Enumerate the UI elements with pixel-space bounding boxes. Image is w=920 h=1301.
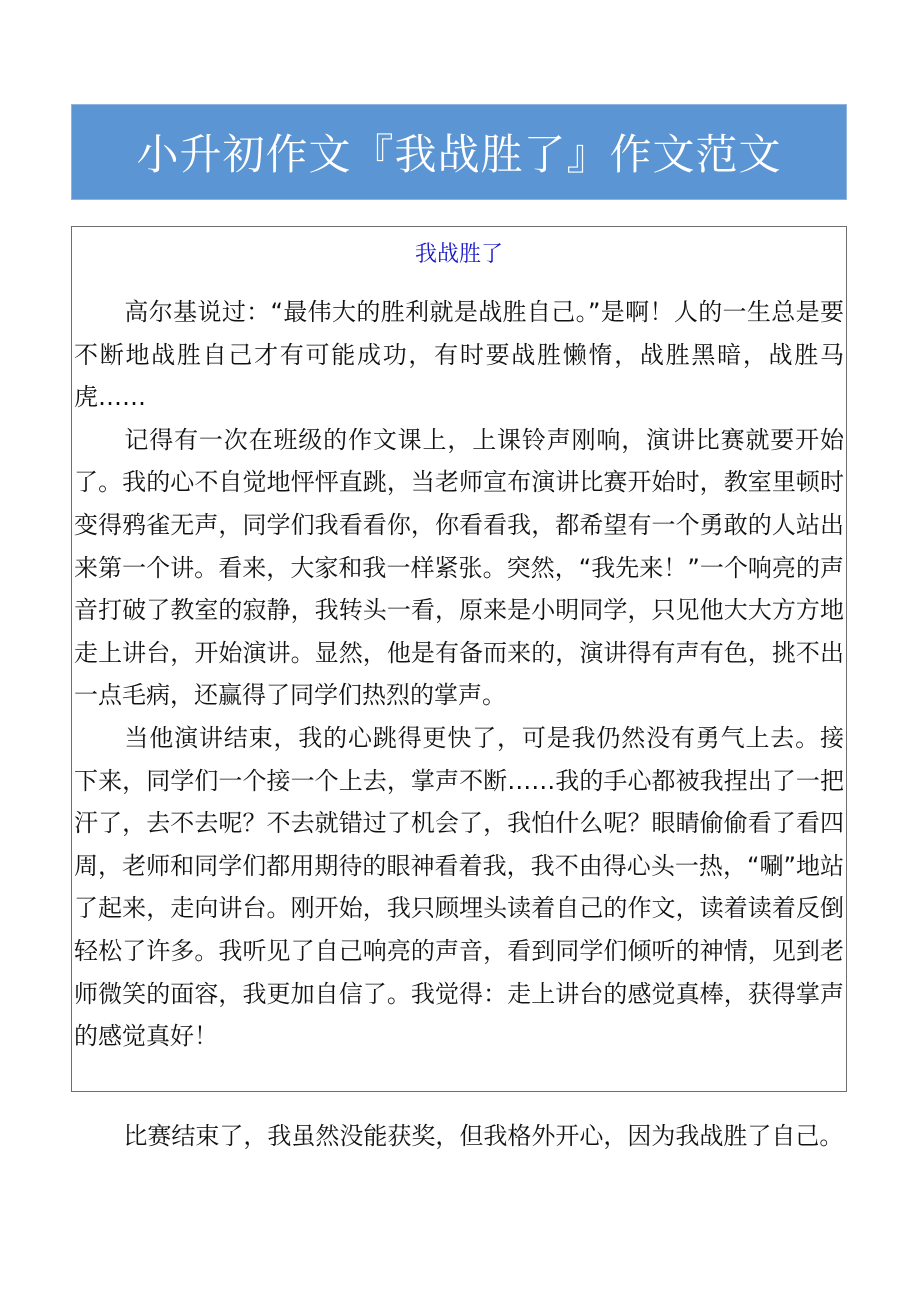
closing-paragraph: 比赛结束了，我虽然没能获奖，但我格外开心，因为我战胜了自己。 (123, 1122, 844, 1150)
essay-paragraph-3: 当他演讲结束，我的心跳得更快了，可是我仍然没有勇气上去。接下来，同学们一个接一个上去，掌声不断……我的手心都被我捏出了一把汗了，去不去呢？不去就错过了机会了，我怕什么呢？眼睛偷偷看了看四周，老师和同学们都用期待的眼神看着我，我不由得心头一热，“唰”地站了起来，走向讲台。刚开始，我只顾埋头读着自己的作文，读着读着反倒轻松了许多。我听见了自己响亮的声音，看到同学们倾听的神情，见到老师微笑的面容，我更加自信了。我觉得：走上讲台的感觉真棒，获得掌声的感觉真好！ (74, 723, 844, 1051)
essay-paragraph-2: 记得有一次在班级的作文课上，上课铃声刚响，演讲比赛就要开始了。我的心不自觉地怦怦直跳，当老师宣布演讲比赛开始时，教室里顿时变得鸦雀无声，同学们我看看你，你看看我，都希望有一个勇敢的人站出来第一个讲。看来，大家和我一样紧张。突然，“我先来！”一个响亮的声音打破了教室的寂静，我转头一看，原来是小明同学，只见他大大方方地走上讲台，开始演讲。显然，他是有备而来的，演讲得有声有色，挑不出一点毛病，还赢得了同学们热烈的掌声。 (74, 425, 844, 710)
document-title: 小升初作文『我战胜了』作文范文 (136, 130, 782, 179)
title-banner (71, 104, 847, 200)
essay-box (71, 226, 847, 1092)
essay-paragraph-1: 高尔基说过：“最伟大的胜利就是战胜自己。”是啊！人的一生总是要不断地战胜自己才有可能成功，有时要战胜懒惰，战胜黑暗，战胜马虎…… (74, 298, 844, 412)
essay-heading: 我战胜了 (414, 242, 503, 267)
